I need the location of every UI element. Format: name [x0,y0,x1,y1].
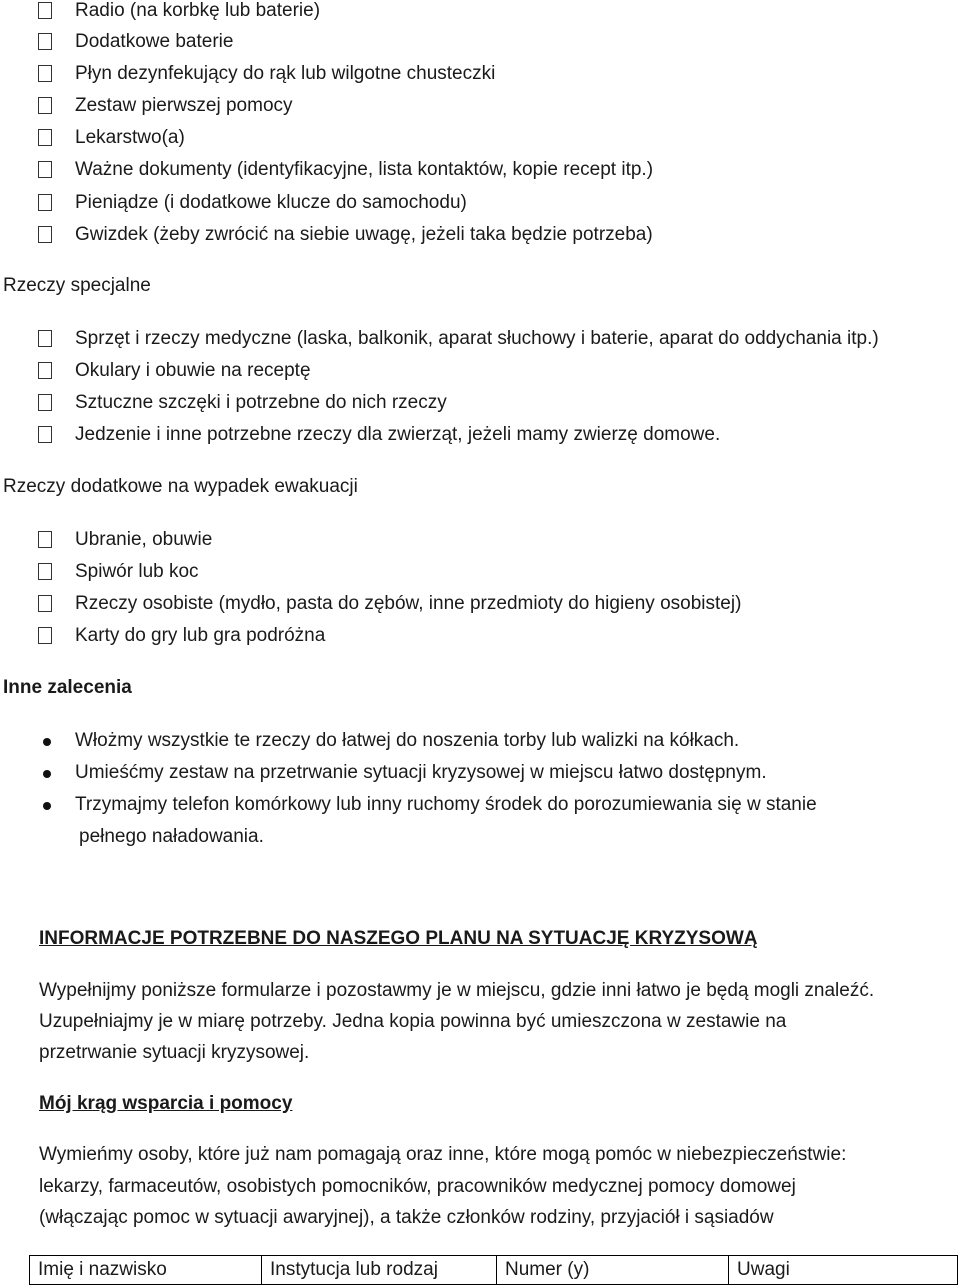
table-header-notes: Uwagi [729,1256,958,1285]
checkbox-icon[interactable] [38,394,52,411]
info-paragraph-line: przetrwanie sytuacji kryzysowej. [39,1042,310,1063]
support-contacts-table [29,1255,958,1285]
checkbox-icon[interactable] [38,65,52,82]
info-paragraph-line: Wypełnijmy poniższe formularze i pozostawmy je w miejscu, gdzie inni łatwo je będą mogli znaleźć. [39,980,875,1001]
checkbox-icon[interactable] [38,563,52,580]
checkbox-icon[interactable] [38,161,52,178]
info-paragraph-line: Uzupełniajmy je w miarę potrzeby. Jedna kopia powinna być umieszczona w zestawie na [39,1011,787,1032]
table-header-institution: Instytucja lub rodzaj [262,1256,497,1285]
table-header-name: Imię i nazwisko [30,1256,262,1285]
table-header-row [30,1256,958,1285]
table-header-number: Numer (y) [497,1256,729,1285]
bullet-icon [43,738,51,746]
bullet-icon [43,802,51,810]
checkbox-icon[interactable] [38,194,52,211]
checkbox-icon[interactable] [38,97,52,114]
support-title: Mój krąg wsparcia i pomocy [39,1093,293,1114]
checkbox-icon[interactable] [38,226,52,243]
checkbox-icon[interactable] [38,595,52,612]
checkbox-icon[interactable] [38,531,52,548]
checkbox-icon[interactable] [38,129,52,146]
checkbox-icon[interactable] [38,2,52,19]
checkbox-icon[interactable] [38,33,52,50]
support-paragraph-line: lekarzy, farmaceutów, osobistych pomocników, pracowników medycznej pomocy domowej [39,1176,796,1197]
checkbox-icon[interactable] [38,362,52,379]
support-paragraph-line: (włączając pomoc w sytuacji awaryjnej), a także członków rodziny, przyjaciół i sąsiadów [39,1207,774,1228]
checkbox-icon[interactable] [38,426,52,443]
checkbox-icon[interactable] [38,627,52,644]
bullet-icon [43,770,51,778]
info-title: INFORMACJE POTRZEBNE DO NASZEGO PLANU NA SYTUACJĘ KRYZYSOWĄ [39,928,758,949]
checkbox-icon[interactable] [38,330,52,347]
support-paragraph-line: Wymieńmy osoby, które już nam pomagają oraz inne, które mogą pomóc w niebezpieczeństwie: [39,1144,847,1165]
